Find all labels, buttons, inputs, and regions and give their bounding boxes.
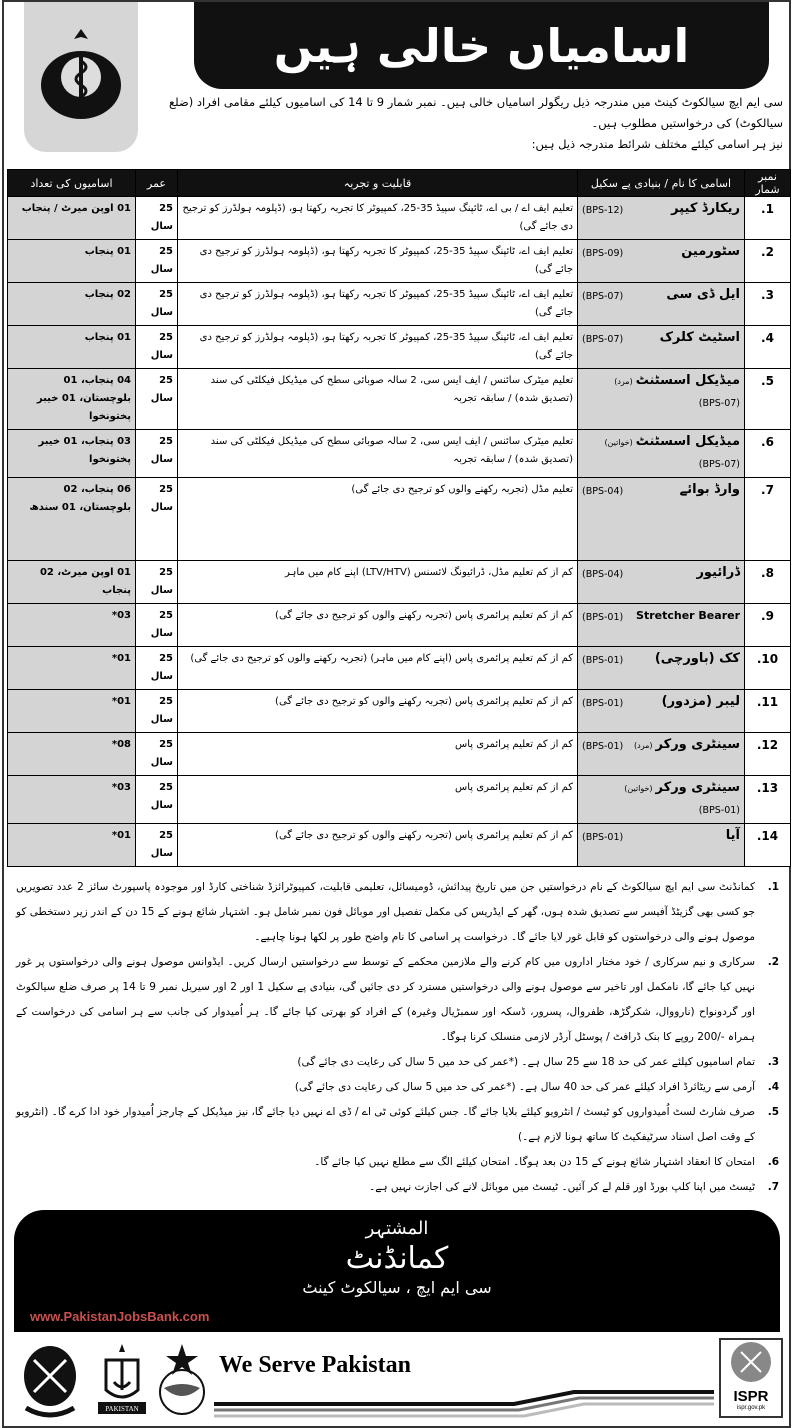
age-cell: 25 سال bbox=[136, 690, 178, 733]
pay-scale: (BPS-07) bbox=[698, 398, 740, 409]
note-item bbox=[16, 1150, 783, 1175]
count-cell: 06 پنجاب، 02 بلوچستان، 01 سندھ bbox=[8, 478, 136, 561]
row-number: 5. bbox=[745, 369, 791, 430]
pay-scale: (BPS-01) bbox=[698, 805, 740, 816]
navy-emblem-icon bbox=[92, 1342, 152, 1418]
count-cell: 01 پنجاب bbox=[8, 240, 136, 283]
row-number: 12. bbox=[745, 733, 791, 776]
post-cell bbox=[578, 776, 745, 824]
post-tag: (مرد) bbox=[614, 377, 633, 386]
row-number: 4. bbox=[745, 326, 791, 369]
age-cell: 25 سال bbox=[136, 478, 178, 561]
table-header-row bbox=[8, 170, 791, 197]
pay-scale: (BPS-01) bbox=[582, 741, 624, 752]
note-text: سرکاری و نیم سرکاری / خود مختار اداروں میں کام کرنے والے ملازمین محکمے کے توسط سے درخواستیں ارسال کریں۔ ایڈوانس موصول ہونے والی درخواستوں پر غور نہیں کیا جائے گا، نامکمل اور تاخیر سے موصول ہونے والی درخواستیں مسترد کر دی جائیں گی، بنیادی پے سکیل 1 اور 2 اور سیریل نمبر 9 تا 14 پر صرف ضلع سیالکوٹ اور گردونواح (نارووال، شکرگڑھ، ظفروال، پسرور، ڈسکہ اور سمبڑیال وغیرہ) کے افراد کو بھرتی کیا جائے گا۔ ہر اُمیدوار کی جانب سے ہر اسامی کی درخواست کے ہمراہ -/200 روپے کا بنک ڈرافٹ / پوسٹل آرڈر لازمی منسلک کرنا ہوگا۔ bbox=[16, 956, 756, 1043]
age-cell: 25 سال bbox=[136, 733, 178, 776]
post-name: Stretcher Bearer bbox=[636, 609, 740, 622]
note-item bbox=[16, 1175, 783, 1200]
pay-scale: (BPS-04) bbox=[582, 569, 624, 580]
table-row bbox=[8, 197, 791, 240]
table-row bbox=[8, 326, 791, 369]
pay-scale: (BPS-01) bbox=[582, 612, 624, 623]
count-cell: 01* bbox=[8, 690, 136, 733]
count-cell: 04 پنجاب، 01 بلوچستان، 01 خیبر پختونخوا bbox=[8, 369, 136, 430]
pay-scale: (BPS-04) bbox=[582, 486, 624, 497]
header-age: عمر bbox=[136, 170, 178, 197]
post-name: لیبر (مزدور) bbox=[661, 694, 740, 709]
post-name: کک (باورچی) bbox=[654, 651, 740, 666]
row-number: 2. bbox=[745, 240, 791, 283]
navy-label: PAKISTAN bbox=[105, 1405, 139, 1413]
row-number: 11. bbox=[745, 690, 791, 733]
count-cell: 01* bbox=[8, 824, 136, 867]
note-text: کمانڈنٹ سی ایم ایچ سیالکوٹ کے نام درخواستیں جن میں تاریخ پیدائش، ڈومیسائل، تعلیمی قابلیت، کمپیوٹرائزڈ شناختی کارڈ اور موجودہ پاسپورٹ سائز 2 عدد تصویریں جو کسی بھی گزیٹڈ آفیسر سے تصدیق شدہ ہوں، گھر کے ایڈریس کی مکمل تفصیل اور موبائل فون نمبر شامل ہو۔ اشتہار شائع ہونے کے 15 دن کے اندر زیر دستخطی کو موصول ہونے والی درخواستوں کو قابل غور لایا جائے گا۔ درخواست پر اسامی کا نام واضح طور پر لکھا ہونا چاہیے۔ bbox=[16, 881, 755, 943]
post-name: میڈیکل اسسٹنٹ bbox=[635, 373, 740, 388]
qualification-cell: کم از کم تعلیم پرائمری پاس bbox=[178, 733, 578, 776]
qualification-cell: کم از کم تعلیم پرائمری پاس (تجربہ رکھنے والوں کو ترجیح دی جائے گی) bbox=[178, 604, 578, 647]
age-cell: 25 سال bbox=[136, 604, 178, 647]
intro-line: سی ایم ایچ سیالکوٹ کینٹ میں مندرجہ ذیل ریگولر اسامیاں خالی ہیں۔ نمبر شمار 9 تا 14 کی اسامیوں کیلئے مقامی افراد (ضلع سیالکوٹ) کی درخواستیں مطلوب ہیں۔ bbox=[169, 95, 783, 130]
post-name: میڈیکل اسسٹنٹ bbox=[635, 434, 740, 449]
age-cell: 25 سال bbox=[136, 369, 178, 430]
count-cell: 02 پنجاب bbox=[8, 283, 136, 326]
age-cell: 25 سال bbox=[136, 776, 178, 824]
note-number: 4. bbox=[767, 1081, 779, 1093]
qualification-cell: کم از کم تعلیم مڈل، ڈرائیونگ لائسنس (LTV/HTV) اپنے کام میں ماہر bbox=[178, 561, 578, 604]
table-row bbox=[8, 604, 791, 647]
table-row bbox=[8, 240, 791, 283]
army-emblem-icon bbox=[20, 1342, 80, 1418]
post-cell bbox=[578, 430, 745, 478]
pay-scale: (BPS-12) bbox=[582, 205, 624, 216]
ispr-url: ispr.gov.pk bbox=[736, 1405, 766, 1411]
note-text: ٹیسٹ میں اپنا کلپ بورڈ اور قلم لے کر آئیں۔ ٹیسٹ میں موبائل لانے کی اجازت نہیں ہے۔ bbox=[369, 1181, 755, 1193]
post-name: وارڈ بوائے bbox=[679, 482, 740, 497]
post-cell bbox=[578, 824, 745, 867]
post-cell bbox=[578, 690, 745, 733]
post-cell bbox=[578, 240, 745, 283]
post-name: اسٹیٹ کلرک bbox=[659, 330, 740, 345]
table-row bbox=[8, 369, 791, 430]
header-number: نمبر شمار bbox=[745, 170, 791, 197]
row-number: 6. bbox=[745, 430, 791, 478]
row-number: 1. bbox=[745, 197, 791, 240]
pay-scale: (BPS-07) bbox=[582, 334, 624, 345]
count-cell: 03* bbox=[8, 776, 136, 824]
post-cell bbox=[578, 283, 745, 326]
table-row bbox=[8, 478, 791, 561]
row-number: 14. bbox=[745, 824, 791, 867]
post-cell bbox=[578, 604, 745, 647]
qualification-cell: کم از کم تعلیم پرائمری پاس (اپنے کام میں ماہر) (تجربہ رکھنے والوں کو ترجیح دی جائے گی) bbox=[178, 647, 578, 690]
note-text: تمام اسامیوں کیلئے عمر کی حد 18 سے 25 سال ہے۔ (*عمر کی حد میں 5 سال کی رعایت دی جائے گی) bbox=[297, 1056, 755, 1068]
count-cell: 03* bbox=[8, 604, 136, 647]
age-cell: 25 سال bbox=[136, 824, 178, 867]
intro-line: نیز ہر اسامی کیلئے مختلف شرائط مندرجہ ذیل ہیں: bbox=[531, 137, 783, 151]
age-cell: 25 سال bbox=[136, 647, 178, 690]
age-cell: 25 سال bbox=[136, 283, 178, 326]
post-cell bbox=[578, 478, 745, 561]
age-cell: 25 سال bbox=[136, 326, 178, 369]
airforce-emblem-icon bbox=[152, 1342, 212, 1418]
qualification-cell: کم از کم تعلیم پرائمری پاس bbox=[178, 776, 578, 824]
bottom-strip bbox=[4, 1338, 789, 1422]
pay-scale: (BPS-07) bbox=[582, 291, 624, 302]
table-row bbox=[8, 690, 791, 733]
note-number: 5. bbox=[767, 1106, 779, 1118]
note-item bbox=[16, 1100, 783, 1150]
row-number: 8. bbox=[745, 561, 791, 604]
qualification-cell: تعلیم مڈل (تجربہ رکھنے والوں کو ترجیح دی جائے گی) bbox=[178, 478, 578, 561]
pay-scale: (BPS-09) bbox=[582, 248, 624, 259]
qualification-cell: کم از کم تعلیم پرائمری پاس (تجربہ رکھنے والوں کو ترجیح دی جائے گی) bbox=[178, 824, 578, 867]
advertiser-address: سی ایم ایچ ، سیالکوٹ کینٹ bbox=[302, 1278, 492, 1297]
advertiser-designation: کمانڈنٹ bbox=[345, 1241, 449, 1276]
ispr-emblem-icon bbox=[729, 1340, 773, 1384]
note-number: 6. bbox=[767, 1156, 779, 1168]
count-cell: 01* bbox=[8, 647, 136, 690]
count-cell: 01 پنجاب bbox=[8, 326, 136, 369]
post-cell bbox=[578, 326, 745, 369]
age-cell: 25 سال bbox=[136, 430, 178, 478]
note-text: آرمی سے ریٹائرڈ افراد کیلئے عمر کی حد 40 سال ہے۔ (*عمر کی حد میں 5 سال کی رعایت دی جائے گی) bbox=[294, 1081, 755, 1093]
post-tag: (خواتین) bbox=[604, 438, 633, 447]
count-cell: 01 اوپن میرٹ، 02 پنجاب bbox=[8, 561, 136, 604]
note-item bbox=[16, 950, 783, 1050]
post-name: سینٹری ورکر bbox=[655, 780, 740, 795]
header-area bbox=[4, 2, 789, 169]
qualification-cell: تعلیم ایف اے، ٹائپنگ سپیڈ 35-25، کمپیوٹر کا تجربہ رکھتا ہو، (ڈپلومہ ہولڈرز کو ترجیح دی جائے گی) bbox=[178, 240, 578, 283]
header-qualification: قابلیت و تجربہ bbox=[178, 170, 578, 197]
qualification-cell: تعلیم میٹرک سائنس / ایف ایس سی، 2 سالہ صوبائی سطح کی میڈیکل فیکلٹی کی سند (تصدیق شدہ) / سابقہ تجربہ bbox=[178, 430, 578, 478]
pay-scale: (BPS-01) bbox=[582, 832, 624, 843]
qualification-cell: تعلیم میٹرک سائنس / ایف ایس سی، 2 سالہ صوبائی سطح کی میڈیکل فیکلٹی کی سند (تصدیق شدہ) / سابقہ تجربہ bbox=[178, 369, 578, 430]
post-name: ایل ڈی سی bbox=[666, 287, 740, 302]
note-number: 1. bbox=[767, 881, 779, 893]
title-banner bbox=[194, 2, 769, 89]
post-name: ڈرائیور bbox=[696, 565, 740, 580]
note-item bbox=[16, 875, 783, 950]
ispr-logo bbox=[719, 1338, 783, 1418]
table-row bbox=[8, 733, 791, 776]
post-tag: (مرد) bbox=[634, 741, 653, 750]
advertiser-box bbox=[14, 1210, 780, 1332]
page-title: اسامیاں خالی ہیں bbox=[273, 18, 690, 73]
count-cell: 08* bbox=[8, 733, 136, 776]
post-cell bbox=[578, 733, 745, 776]
note-number: 7. bbox=[767, 1181, 779, 1193]
page-frame bbox=[2, 0, 791, 1428]
header-post: اسامی کا نام / بنیادی پے سکیل bbox=[578, 170, 745, 197]
pay-scale: (BPS-07) bbox=[698, 459, 740, 470]
pay-scale: (BPS-01) bbox=[582, 655, 624, 666]
age-cell: 25 سال bbox=[136, 197, 178, 240]
slogan: We Serve Pakistan bbox=[219, 1352, 411, 1378]
table-row bbox=[8, 776, 791, 824]
post-cell bbox=[578, 197, 745, 240]
decorative-lines bbox=[214, 1390, 714, 1420]
post-name: آیا bbox=[725, 828, 740, 843]
note-item bbox=[16, 1075, 783, 1100]
ispr-label: ISPR bbox=[733, 1388, 769, 1405]
cmh-logo bbox=[24, 2, 138, 152]
post-cell bbox=[578, 561, 745, 604]
advertiser-label: المشتہر bbox=[365, 1218, 429, 1239]
intro-text bbox=[163, 92, 783, 155]
note-text: امتحان کا انعقاد اشتہار شائع ہونے کے 15 دن بعد ہوگا۔ امتحان کیلئے الگ سے مطلع نہیں کیا جائے گا۔ bbox=[314, 1156, 755, 1168]
age-cell: 25 سال bbox=[136, 561, 178, 604]
post-name: سینٹری ورکر bbox=[655, 737, 740, 752]
count-cell: 03 پنجاب، 01 خیبر پختونخوا bbox=[8, 430, 136, 478]
row-number: 9. bbox=[745, 604, 791, 647]
table-row bbox=[8, 561, 791, 604]
medical-emblem-icon bbox=[36, 27, 126, 127]
note-text: صرف شارٹ لسٹ اُمیدواروں کو ٹیسٹ / انٹرویو کیلئے بلایا جائے گا۔ جس کیلئے کوئی ٹی اے / ڈی اے نہیں دیا جائے گا، نیز میڈیکل کے چارجز اُمیدوار خود ادا کرے گا۔ (انٹرویو کے وقت اصل اسناد سرٹیفکیٹ کا ساتھ ہونا لازم ہے۔) bbox=[16, 1106, 755, 1143]
post-cell bbox=[578, 647, 745, 690]
count-cell: 01 اوپن میرٹ / پنجاب bbox=[8, 197, 136, 240]
note-item bbox=[16, 1050, 783, 1075]
qualification-cell: تعلیم ایف اے / بی اے، ٹائپنگ سپیڈ 35-25، کمپیوٹر کا تجربہ رکھتا ہو، (ڈپلومہ ہولڈرز کو ترجیح دی جائے گی) bbox=[178, 197, 578, 240]
post-cell bbox=[578, 369, 745, 430]
note-number: 3. bbox=[767, 1056, 779, 1068]
qualification-cell: تعلیم ایف اے، ٹائپنگ سپیڈ 35-25، کمپیوٹر کا تجربہ رکھتا ہو، (ڈپلومہ ہولڈرز کو ترجیح دی جائے گی) bbox=[178, 283, 578, 326]
row-number: 7. bbox=[745, 478, 791, 561]
table-row bbox=[8, 647, 791, 690]
vacancies-table bbox=[7, 169, 791, 867]
notes-list bbox=[16, 875, 783, 1200]
table-row bbox=[8, 824, 791, 867]
table-row bbox=[8, 430, 791, 478]
header-count: اسامیوں کی تعداد bbox=[8, 170, 136, 197]
row-number: 3. bbox=[745, 283, 791, 326]
watermark: www.PakistanJobsBank.com bbox=[30, 1309, 210, 1324]
qualification-cell: کم از کم تعلیم پرائمری پاس (تجربہ رکھنے والوں کو ترجیح دی جائے گی) bbox=[178, 690, 578, 733]
post-name: سٹورمین bbox=[681, 244, 740, 259]
post-name: ریکارڈ کیپر bbox=[671, 201, 740, 216]
row-number: 10. bbox=[745, 647, 791, 690]
qualification-cell: تعلیم ایف اے، ٹائپنگ سپیڈ 35-25، کمپیوٹر کا تجربہ رکھتا ہو، (ڈپلومہ ہولڈرز کو ترجیح دی جائے گی) bbox=[178, 326, 578, 369]
row-number: 13. bbox=[745, 776, 791, 824]
note-number: 2. bbox=[767, 956, 779, 968]
post-tag: (خواتین) bbox=[624, 784, 653, 793]
table-row bbox=[8, 283, 791, 326]
age-cell: 25 سال bbox=[136, 240, 178, 283]
pay-scale: (BPS-01) bbox=[582, 698, 624, 709]
